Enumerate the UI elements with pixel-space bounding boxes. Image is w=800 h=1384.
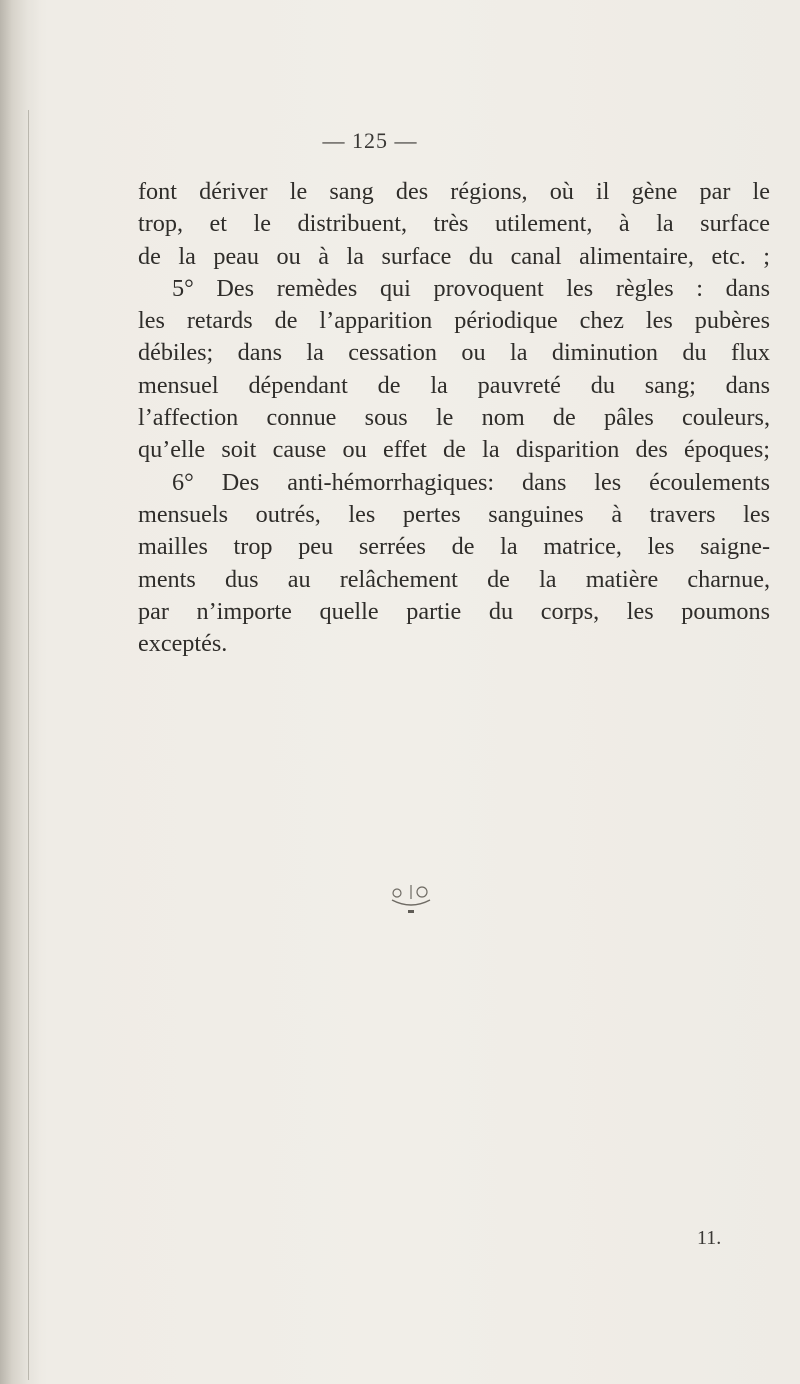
text-line-14: par n’importe quelle partie du corps, les poumons (138, 597, 770, 625)
text-line-9: qu’elle soit cause ou effet de la disparition des époques; (138, 436, 770, 464)
text-line-6: débiles; dans la cessation ou la diminution du flux (138, 339, 770, 367)
body-text (138, 176, 770, 660)
binding-edge-line (28, 110, 29, 1380)
text-line-2: trop, et le distribuent, très utilement, à la surface (138, 210, 770, 238)
text-line-5: les retards de l’apparition périodique chez les pubères (138, 307, 770, 335)
text-line-12: mailles trop peu serrées de la matrice, les saigne- (138, 533, 770, 561)
text-line-13: ments dus au relâchement de la matière charnue, (138, 565, 770, 593)
text-line-3: de la peau ou à la surface du canal alimentaire, etc. ; (138, 242, 770, 270)
signature-mark: 11. (697, 1227, 722, 1249)
page-number-header: — 125 — (322, 128, 418, 153)
page-binding-shadow (0, 0, 40, 1384)
ornament-icon (386, 882, 436, 916)
text-line-15: exceptés. (138, 630, 228, 658)
text-line-4: 5° Des remèdes qui provoquent les règles : dans (172, 274, 770, 302)
text-line-11: mensuels outrés, les pertes sanguines à travers les (138, 500, 770, 528)
text-line-8: l’affection connue sous le nom de pâles couleurs, (138, 404, 770, 432)
text-line-7: mensuel dépendant de la pauvreté du sang; dans (138, 371, 770, 399)
text-line-10: 6° Des anti-hémorrhagiques: dans les écoulements (172, 468, 770, 496)
text-line-1: font dériver le sang des régions, où il gène par le (138, 178, 770, 205)
